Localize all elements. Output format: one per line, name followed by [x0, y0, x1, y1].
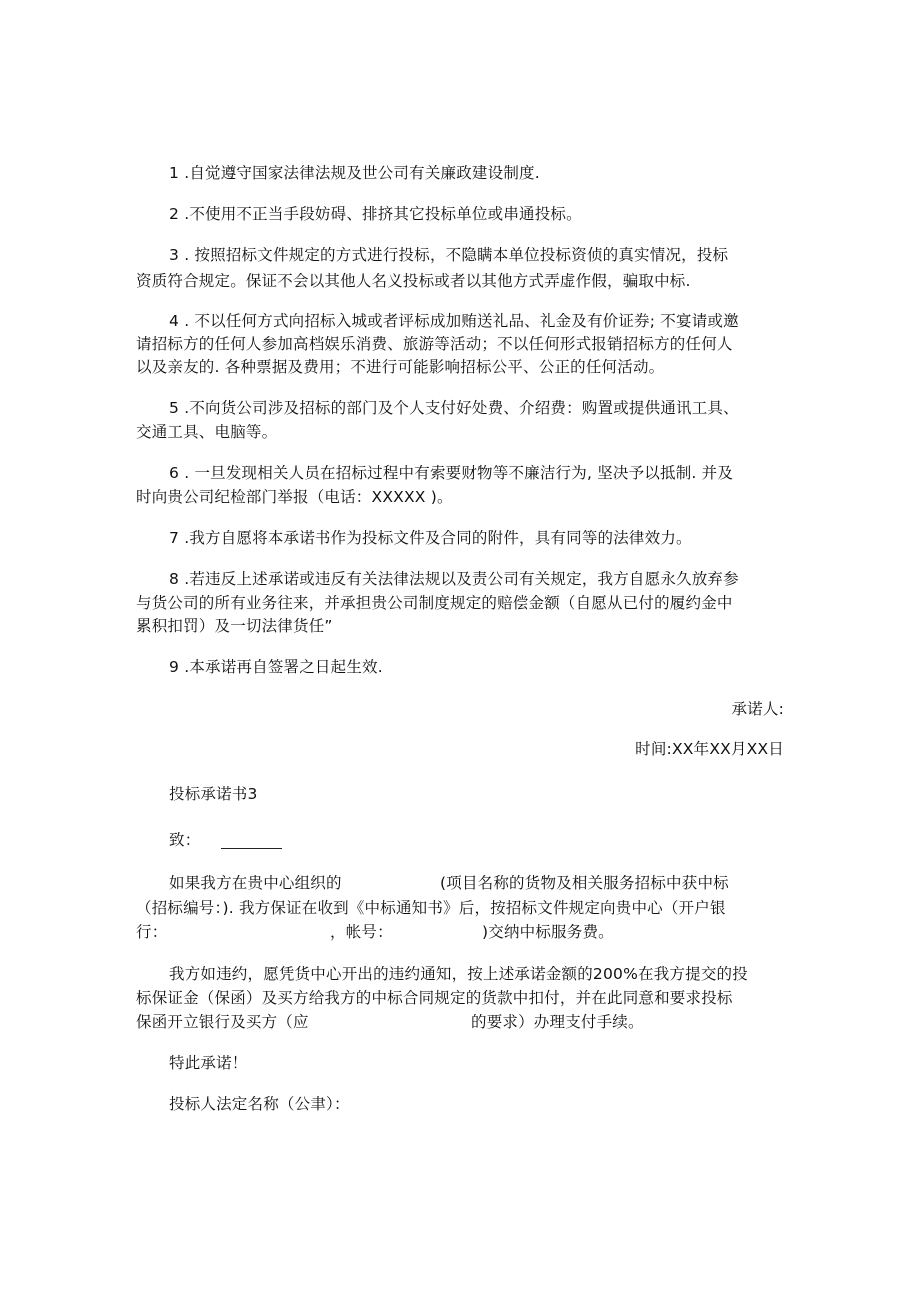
- commitment-item-3-line-2: 资质符合规定。保证不会以其他人名义投标或者以其他方式弄虚作假，骗取中标.: [136, 272, 691, 290]
- para1-fee-text: )交纳中标服务费。: [482, 923, 614, 941]
- commitment-item-8-line-1: 8 .若违反上述承诺或违反有关法律法规以及责公司有关规定，我方自愿永久放弃参: [169, 570, 739, 588]
- recipient-blank: [221, 848, 282, 849]
- para2-line-2: 标保证金（保函）及买方给我方的中标合同规定的货款中扣付，并在此同意和要求投标: [136, 989, 733, 1007]
- sign-date: 时间:XX年XX月XX日: [635, 740, 784, 758]
- commitment-item-5-line-2: 交通工具、电脑等。: [136, 423, 278, 441]
- commitment-item-2: 2 .不使用不正当手段妨碍、排挤其它投标单位或串通投标。: [169, 205, 582, 223]
- commitment-item-8-line-3: 累积扣罚）及一切法律货任”: [136, 617, 333, 635]
- commitment-item-9: 9 .本承诺再自签署之日起生效.: [169, 658, 383, 676]
- promisor-label: 承诺人:: [731, 700, 784, 718]
- para2-line-3-end: 的要求）办理支付手续。: [471, 1013, 644, 1031]
- closing-text: 特此承诺！: [169, 1054, 248, 1072]
- para1-segment-2: (项目名称的货物及相关服务招标中获中标: [440, 874, 729, 892]
- commitment-item-5-line-1: 5 .不向货公司涉及招标的部门及个人支付好处费、介绍费：购置或提供通讯工具、: [169, 399, 739, 417]
- para1-line-2: （招标编号：). 我方保证在收到《中标通知书》后，按招标文件规定向贵中心（开户银: [136, 899, 726, 917]
- commitment-item-4-line-3: 以及亲友的. 各种票据及费用；不进行可能影响招标公平、公正的任何活动。: [136, 358, 665, 376]
- bidder-name-label: 投标人法定名称（公聿）：: [169, 1095, 350, 1113]
- commitment-item-6-line-1: 6 . 一旦发现相关人员在招标过程中有索要财物等不廉洁行为, 坚决予以抵制. 并及: [169, 464, 734, 482]
- para1-account-label: ，帐号：: [330, 923, 393, 941]
- commitment-item-7: 7 .我方自愿将本承诺书作为投标文件及合同的附件，具有同等的法律效力。: [169, 529, 692, 547]
- commitment-item-4-line-1: 4 . 不以任何方式向招标入城或者评标成加贿送礼品、礼金及有价证券; 不宴请或邀: [169, 312, 739, 330]
- to-label: 致：: [169, 831, 201, 849]
- commitment-item-4-line-2: 请招标方的任何人参加高档娱乐消费、旅游等活动；不以任何形式报销招标方的任何人: [136, 335, 733, 353]
- para1-segment-1: 如果我方在贵中心组织的: [169, 874, 342, 892]
- commitment-item-8-line-2: 与货公司的所有业务往来，并承担贵公司制度规定的赔偿金额（自愿从已付的履约金中: [136, 594, 733, 612]
- commitment-item-1: 1 .自觉遵守国家法律法规及世公司有关廉政建设制度.: [169, 164, 540, 182]
- commitment-item-6-line-2: 时向贵公司纪检部门举报（电话：XXXXX )。: [136, 488, 453, 506]
- para1-bank-label: 行：: [136, 923, 168, 941]
- commitment-item-3-line-1: 3 . 按照招标文件规定的方式进行投标，不隐瞒本单位投标资侦的真实情况，投标: [169, 246, 729, 264]
- para2-line-1: 我方如违约，愿凭货中心开出的违约通知，按上述承诺金额的200%在我方提交的投: [169, 965, 748, 983]
- letter-title: 投标承诺书3: [169, 785, 258, 803]
- para2-line-3-start: 保函开立银行及买方（应: [136, 1013, 309, 1031]
